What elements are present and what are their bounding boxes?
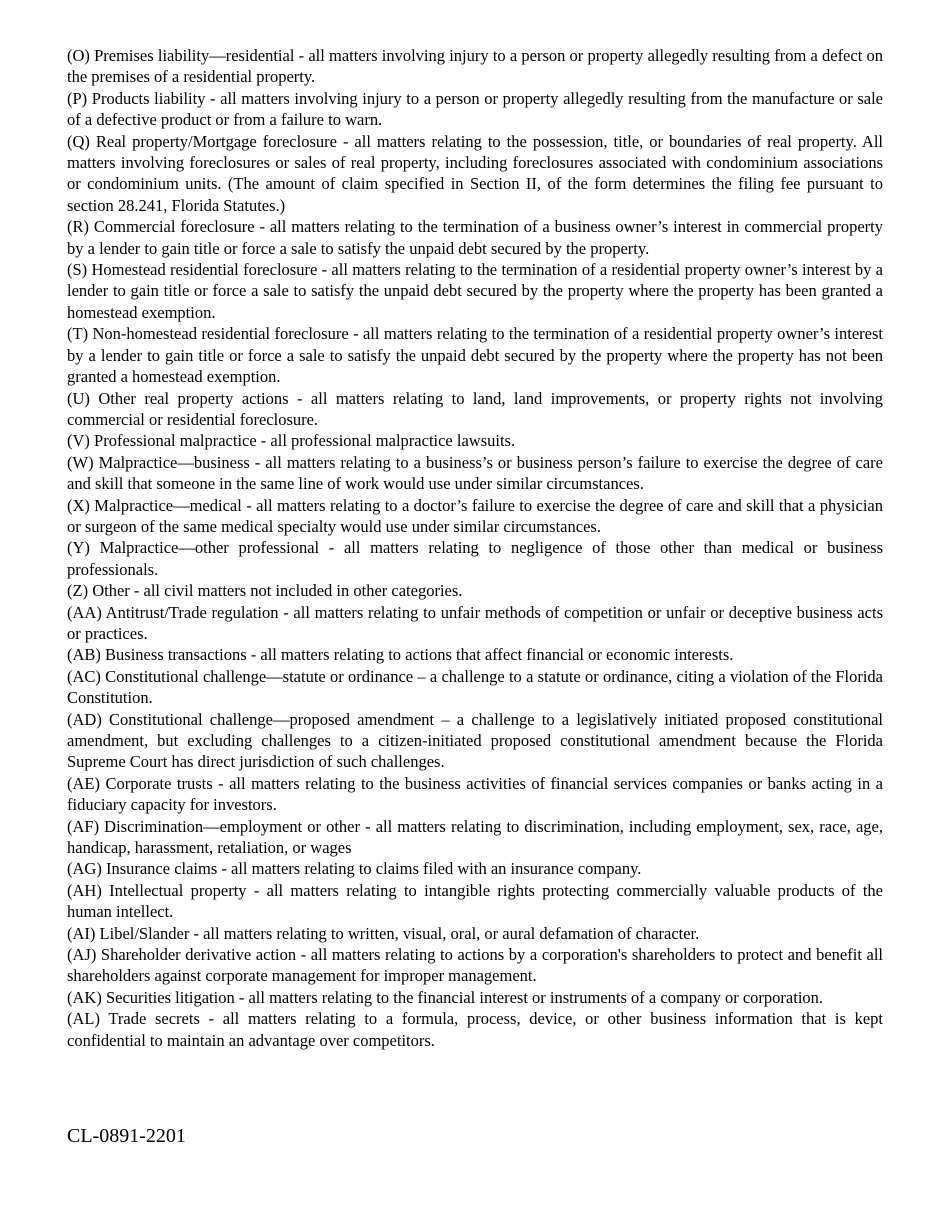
entry-o-premises-liability: (O) Premises liability—residential - all matters involving injury to a person or property allegedly resulting from a defect on the premises of a residential property. <box>67 46 883 87</box>
form-code-footer: CL-0891-2201 <box>67 1125 186 1147</box>
document-body <box>67 45 883 1051</box>
entry-w-malpractice-business: (W) Malpractice—business - all matters relating to a business’s or business person’s failure to exercise the degree of care and skill that someone in the same line of work would use under similar circumstances. <box>67 452 883 494</box>
entry-aj-shareholder-derivative-action: (AJ) Shareholder derivative action - all matters relating to actions by a corporation's shareholders to protect and benefit all shareholders against corporate management for improper management. <box>67 945 883 986</box>
entry-r-commercial-foreclosure: (R) Commercial foreclosure - all matters relating to the termination of a business owner’s interest in commercial property by a lender to gain title or force a sale to satisfy the unpaid debt secured by the property. <box>67 217 883 258</box>
entry-v-professional-malpractice: (V) Professional malpractice - all professional malpractice lawsuits. <box>67 431 516 451</box>
entry-ak-securities-litigation: (AK) Securities litigation - all matters relating to the financial interest or instruments of a company or corporation. <box>67 987 824 1007</box>
entry-ab-business-transactions: (AB) Business transactions - all matters relating to actions that affect financial or economic interests. <box>67 645 734 665</box>
entry-z-other: (Z) Other - all civil matters not included in other categories. <box>67 581 463 601</box>
entry-s-homestead-residential-foreclosure: (S) Homestead residential foreclosure - all matters relating to the termination of a residential property owner’s interest by a lender to gain title or force a sale to satisfy the unpaid debt secured by the property where the property has been granted a homestead exemption. <box>67 260 883 322</box>
entry-ai-libel-slander: (AI) Libel/Slander - all matters relating to written, visual, oral, or aural defamation of character. <box>67 923 700 943</box>
entry-ad-constitutional-challenge-amendment: (AD) Constitutional challenge—proposed amendment – a challenge to a legislatively initiated proposed constitutional amendment, but excluding challenges to a citizen-initiated proposed constitutional amendment because the Florida Supreme Court has direct jurisdiction of such challenges. <box>67 709 883 772</box>
entry-q-real-property-mortgage-foreclosure: (Q) Real property/Mortgage foreclosure - all matters relating to the possession, title, or boundaries of real property. All matters involving foreclosures or sales of real property, including foreclosures associated with condominium associations or condominium units. (The amount of claim specified in Section II, of the form determines the filing fee pursuant to section 28.241, Florida Statutes.) <box>67 131 883 215</box>
entry-x-malpractice-medical: (X) Malpractice—medical - all matters relating to a doctor’s failure to exercise the degree of care and skill that a physician or surgeon of the same medical specialty would use under similar circumstances. <box>67 495 883 536</box>
entry-y-malpractice-other-professional: (Y) Malpractice—other professional - all matters relating to negligence of those other than medical or business professionals. <box>67 538 883 579</box>
entry-u-other-real-property-actions: (U) Other real property actions - all matters relating to land, land improvements, or property rights not involving commercial or residential foreclosure. <box>67 388 883 429</box>
entry-ag-insurance-claims: (AG) Insurance claims - all matters relating to claims filed with an insurance company. <box>67 859 642 879</box>
entry-t-non-homestead-residential-foreclosure: (T) Non-homestead residential foreclosure - all matters relating to the termination of a residential property owner’s interest by a lender to gain title or force a sale to satisfy the unpaid debt secured by the property where the property has not been granted a homestead exemption. <box>67 324 883 387</box>
entry-aa-antitrust-trade-regulation: (AA) Antitrust/Trade regulation - all matters relating to unfair methods of competition or unfair or deceptive business acts or practices. <box>67 602 883 643</box>
entry-ac-constitutional-challenge-statute: (AC) Constitutional challenge—statute or ordinance – a challenge to a statute or ordinance, citing a violation of the Florida Constitution. <box>67 666 883 708</box>
entry-p-products-liability: (P) Products liability - all matters involving injury to a person or property allegedly resulting from the manufacture or sale of a defective product or from a failure to warn. <box>67 88 883 130</box>
entry-al-trade-secrets: (AL) Trade secrets - all matters relating to a formula, process, device, or other business information that is kept confidential to maintain an advantage over competitors. <box>67 1009 883 1050</box>
entry-af-discrimination: (AF) Discrimination—employment or other - all matters relating to discrimination, including employment, sex, race, age, handicap, harassment, retaliation, or wages <box>67 816 883 858</box>
entry-ae-corporate-trusts: (AE) Corporate trusts - all matters relating to the business activities of financial services companies or banks acting in a fiduciary capacity for investors. <box>67 773 883 815</box>
entry-ah-intellectual-property: (AH) Intellectual property - all matters relating to intangible rights protecting commercially valuable products of the human intellect. <box>67 880 883 922</box>
